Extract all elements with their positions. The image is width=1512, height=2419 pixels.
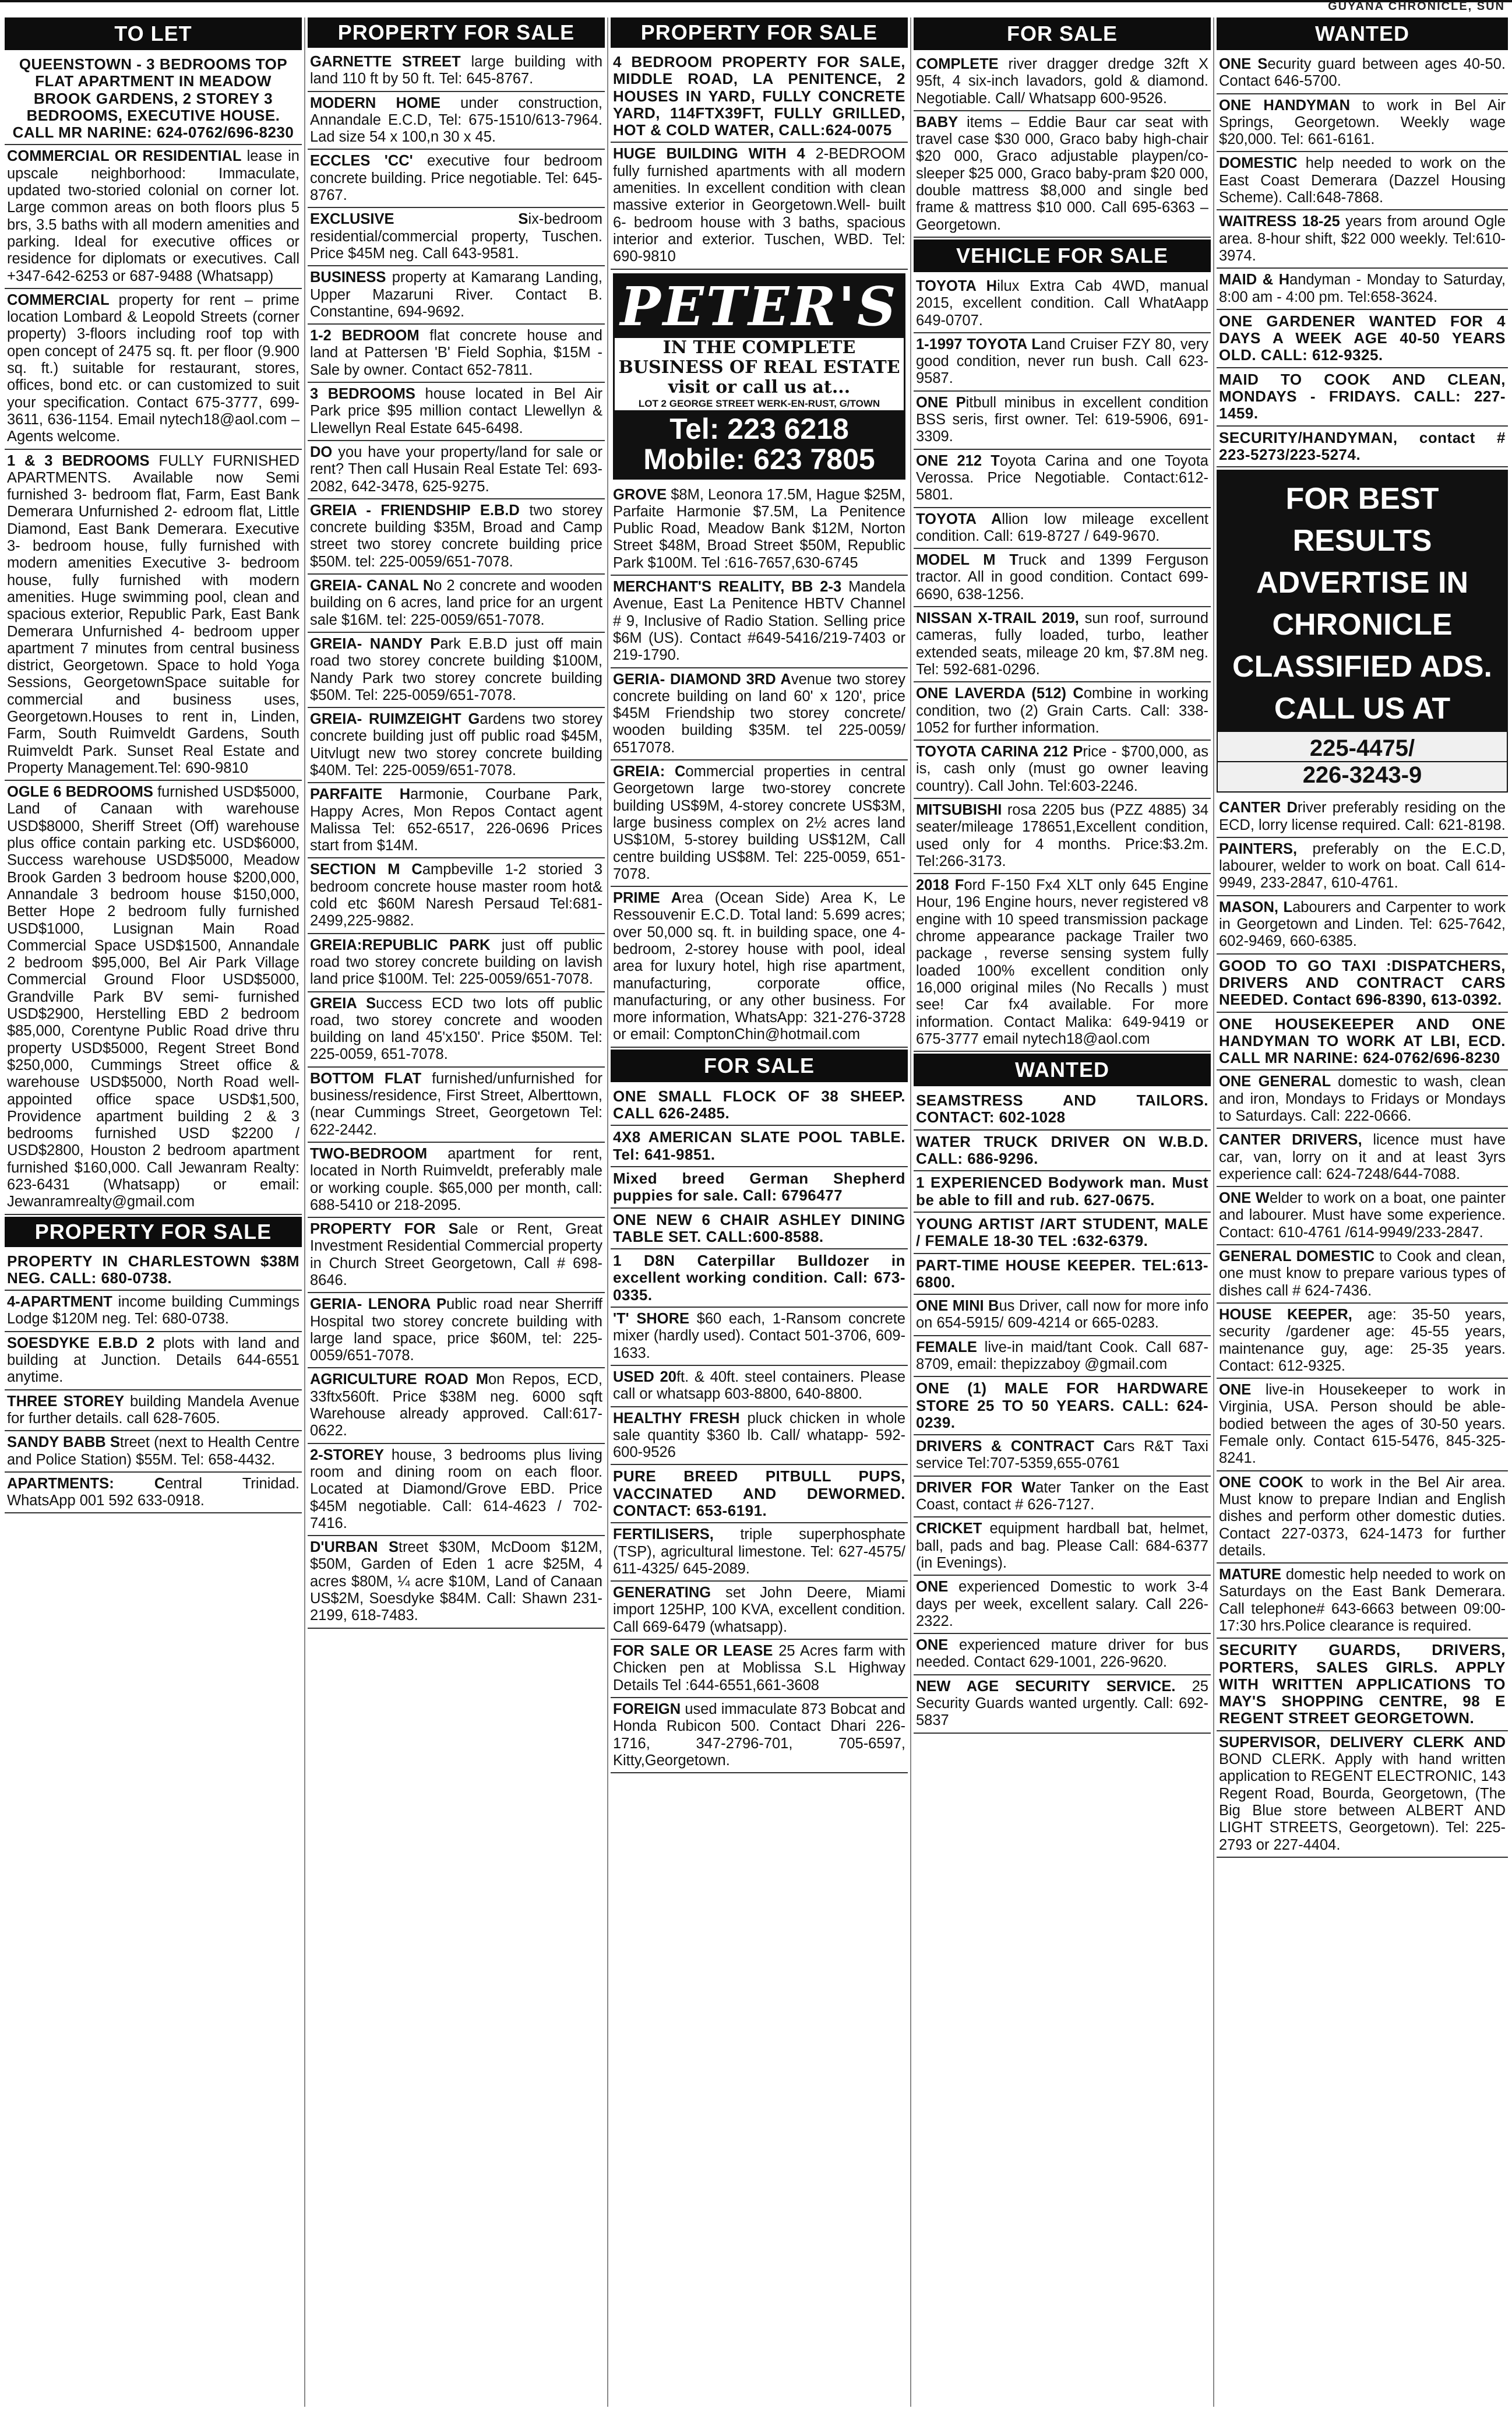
classified-ad: MAID & Handyman - Monday to Saturday, 8:00 am - 4:00 pm. Tel:658-3624. xyxy=(1217,270,1508,310)
classified-ad: FOR SALE OR LEASE 25 Acres farm with Chicken pen at Moblissa S.L Highway Details Tel :644-6551,661-3608 xyxy=(611,1642,908,1698)
promo-phone: 225-4475/ xyxy=(1218,735,1507,762)
classified-ad: PROPERTY FOR Sale or Rent, Great Investment Residential Commercial property in Church Street Georgetown, Call # 698-8646. xyxy=(308,1220,605,1293)
section-header-vehicle-for-sale: VEHICLE FOR SALE xyxy=(914,240,1211,272)
promo-phone: 226-3243-9 xyxy=(1302,762,1422,788)
classified-ad: SANDY BABB Street (next to Health Centre and Police Station) $55M. Tel: 658-4432. xyxy=(5,1433,302,1473)
classified-ad: DRIVERS & CONTRACT Cars R&T Taxi service Tel:707-5359,655-0761 xyxy=(914,1437,1211,1477)
classified-ad: WAITRESS 18-25 years from around Ogle area. 8-hour shift, $22 000 weekly. Tel:610-3974. xyxy=(1217,212,1508,269)
classified-ad: ONE GARDENER WANTED FOR 4 DAYS A WEEK AGE 40-50 YEARS OLD. CALL: 612-9325. xyxy=(1217,312,1508,368)
publication-name: GUYANA CHRONICLE, SUN xyxy=(1328,0,1505,13)
section-header-property-for-sale: PROPERTY FOR SALE xyxy=(308,17,605,48)
classified-ad: YOUNG ARTIST /ART STUDENT, MALE / FEMALE 18-30 TEL :632-6379. xyxy=(914,1214,1211,1254)
classified-ad: MATURE domestic help needed to work on Saturdays on the East Bank Demerara. Call telephone# 643-6663 between 09:00- 17:30 hrs.Police clearance is required. xyxy=(1217,1565,1508,1639)
column-property-and-for-sale xyxy=(611,17,908,2410)
classified-ad: SECURITY/HANDYMAN, contact # 223-5273/223-5274. xyxy=(1217,428,1508,468)
classified-ad: THREE STOREY building Mandela Avenue for further details. call 628-7605. xyxy=(5,1392,302,1432)
classified-ad: HOUSE KEEPER, age: 35-50 years, security /gardener age: 45-55 years, maintenance guy, age: 25-35 years. Contact: 612-9325. xyxy=(1217,1305,1508,1379)
classified-ad: APARTMENTS: Central Trinidad. WhatsApp 001 592 633-0918. xyxy=(5,1474,302,1514)
column-to-let xyxy=(5,17,302,2410)
classified-ad: 2-STOREY house, 3 bedrooms plus living room and dining room on each floor. Located at Diamond/Grove EBD. Price $45M negotiable. Call: 614-4623 / 702-7416. xyxy=(308,1446,605,1536)
classified-ad: GERIA- DIAMOND 3RD Avenue two storey concrete building on land 60' x 120', price $45M Friendship two storey concrete/ wooden building $35M. tel 225-0059/ 6517078. xyxy=(611,670,908,760)
classified-ad: ONE HANDYMAN to work in Bel Air Springs, Georgetown. Weekly wage $20,000. Tel: 661-6161. xyxy=(1217,96,1508,153)
classified-ad: PRIME Area (Ocean Side) Area K, Le Ressouvenir E.C.D. Total land: 5.699 acres; over 50,000 sq. ft. in building space, one 4-bedroom, 2-storey house with pool, ideal area for luxury hotel, high rise apartment, manufacturing, corporate office, manufacturing, or any other business. For more information, WhatsApp: 321-276-3728 or email: ComptonChin@hotmail.com xyxy=(611,889,908,1048)
classified-ad: NEW AGE SECURITY SERVICE. 25 Security Guards wanted urgently. Call: 692-5837 xyxy=(914,1677,1211,1734)
classified-ad: 1 EXPERIENCED Bodywork man. Must be able to fill and rub. 627-0675. xyxy=(914,1173,1211,1213)
classified-ad: TOYOTA CARINA 212 Price - $700,000, as is, cash only (must go owner leaving country). Call John. Tel:603-2246. xyxy=(914,742,1211,799)
column-divider xyxy=(304,17,305,2407)
section-header-for-sale: FOR SALE xyxy=(914,17,1211,50)
peters-logo: PETER'S xyxy=(615,275,904,338)
classified-ad: OGLE 6 BEDROOMS furnished USD$5000, Land of Canaan with warehouse USD$8000, Sheriff Street (Off) warehouse plus office contain parking etc. USD$6000, Success warehouse USD$5000, Meadow Brook Garden 3 bedroom house $200,000, Annandale 3 bedroom house $150,000, Better Hope 2 bedroom fully furnished USD$1000, Lusignan Main Road Commercial Space USD$1500, Annandale 2 bedroom $95,000, Bel Air Park Village Commercial Ground Floor USD$5000, Grandville Park BV semi- furnished USD$2900, Herstelling EBD 2 bedroom $85,000, Corentyne Public Road drive thru property USD$5000, Regent Street Bond $250,000, Cummings Street office & warehouse USD$5000, North Road well-appointed office space USD$1,500, Providence apartment building 2 & 3 bedrooms furnished USD $2200 / USD$2800, Houston 2 bedroom apartment furnished $160,000. Call Jewanram Realty: 623-6431 (Whatsapp) or email: Jewanramrealty@gmail.com xyxy=(5,783,302,1214)
classified-ad: GREIA - FRIENDSHIP E.B.D two storey concrete building $35M, Broad and Camp street two storey concrete building price $50M. tel: 225-0059/651-7078. xyxy=(308,501,605,575)
classified-ad: CANTER DRIVERS, licence must have car, van, lorry on it and at least 3yrs experience call: 624-7248/644-7088. xyxy=(1217,1131,1508,1187)
classified-ad: 4-APARTMENT income building Cummings Lodge $120M neg. Tel: 680-0738. xyxy=(5,1293,302,1332)
column-divider xyxy=(910,17,911,2407)
peters-address: LOT 2 GEORGE STREET WERK-EN-RUST, G/TOWN xyxy=(638,397,880,409)
column-for-sale-vehicles-wanted xyxy=(914,17,1211,2410)
peters-tagline: visit or call us at... xyxy=(668,376,851,397)
section-header-wanted: WANTED xyxy=(1217,17,1508,50)
classified-ad: TWO-BEDROOM apartment for rent, located in North Ruimveldt, preferably male or working couple. $65,000 per month, call: 688-5410 or 218-2095. xyxy=(308,1145,605,1218)
classified-ad: Mixed breed German Shepherd puppies for sale. Call: 6796477 xyxy=(611,1169,908,1209)
classified-ad: 1 D8N Caterpillar Bulldozer in excellent working condition. Call: 673-0335. xyxy=(611,1251,908,1308)
classified-ad: SUPERVISOR, DELIVERY CLERK AND BOND CLERK. Apply with hand written application to REGENT ELECTRONIC, 143 Regent Road, Bourda, Georgetown, (The Big Blue store between ALBERT AND LIGHT STREETS, Georgetown). Tel: 225-2793 or 227-4404. xyxy=(1217,1733,1508,1858)
classified-ad: PAINTERS, preferably on the E.C.D, labourer, welder to work on boat. Call 614-9949, 233-2847, 610-4761. xyxy=(1217,840,1508,896)
classified-ad: SECURITY GUARDS, DRIVERS, PORTERS, SALES GIRLS. APPLY WITH WRITTEN APPLICATIONS TO MAY'S SHOPPING CENTRE, 98 E REGENT STREET GEORGETOWN. xyxy=(1217,1640,1508,1731)
classified-ad: 4 BEDROOM PROPERTY FOR SALE, MIDDLE ROAD, LA PENITENCE, 2 HOUSES IN YARD, FULLY CONCRETE YARD, 114FTX39FT, FULLY GRILLED, HOT & COLD WATER, CALL:624-0075 xyxy=(611,52,908,143)
classified-ad: BABY items – Eddie Baur car seat with travel case $30 000, Graco baby high-chair $20 000, Graco adjustable playpen/co-sleeper $25 000, Graco baby-pram $20 000, double mattress $8,000 and single bed frame & mattress $10 000. Call 695-6363 – Georgetown. xyxy=(914,113,1211,238)
column-divider xyxy=(607,17,608,2407)
classified-ad: MITSUBISHI rosa 2205 bus (PZZ 4885) 34 seater/mileage 178651,Excellent condition, used only for 4 months. Price:$3.2m. Tel:266-3173. xyxy=(914,801,1211,874)
peters-tagline: IN THE COMPLETE xyxy=(662,337,856,358)
section-header-property-for-sale: PROPERTY FOR SALE xyxy=(5,1217,302,1247)
classified-ad: BOTTOM FLAT furnished/unfurnished for business/residence, First Street, Alberttown, (near Cummings Street, Georgetown Tel: 622-2442. xyxy=(308,1069,605,1143)
classified-ad: MASON, Labourers and Carpenter to work in Georgetown and Linden. Tel: 625-7642, 602-9469, 660-6385. xyxy=(1217,898,1508,955)
peters-mobile: Mobile: 623 7805 xyxy=(643,442,875,476)
section-header-for-sale: FOR SALE xyxy=(611,1050,908,1082)
classified-ad: SECTION M Campbeville 1-2 storied 3 bedroom concrete house master room hot& cold etc $60M Naresh Persaud Tel:681-2499,225-9882. xyxy=(308,860,605,934)
classified-ad: GREIA- NANDY Park E.B.D just off main road two storey concrete building $100M, Nandy Park two storey concrete building $50M. Tel: 225-0059/651-7078. xyxy=(308,635,605,708)
classified-ad: ONE (1) MALE FOR HARDWARE STORE 25 TO 50 YEARS. CALL: 624-0239. xyxy=(914,1379,1211,1435)
classified-ad: ONE experienced mature driver for bus needed. Contact 629-1001, 226-9620. xyxy=(914,1636,1211,1675)
classified-ad: ONE GENERAL domestic to wash, clean and iron, Mondays to Fridays or Mondays to Saturdays. Call: 222-0666. xyxy=(1217,1072,1508,1129)
classified-ad: ONE HOUSEKEEPER AND ONE HANDYMAN TO WORK AT LBI, ECD. CALL MR NARINE: 624-0762/696-8230 xyxy=(1217,1015,1508,1071)
classified-ad: ECCLES 'CC' executive four bedroom concrete building. Price negotiable. Tel: 645-8767. xyxy=(308,152,605,208)
classified-ad: DOMESTIC help needed to work on the East Coast Demerara (Dazzel Housing Scheme). Call:648-7868. xyxy=(1217,154,1508,210)
classified-ad: COMMERCIAL property for rent – prime location Lombard & Leopold Streets (corner property) 3-floors including roof top with open concept of 2475 sq. ft. per floor (9.900 sq. ft.) suitable for restaurant, stores, offices, bond etc. or can customized to suit your specification. Contact 675-3777, 699-3611, 636-1154. Email nytech18@aol.com – Agents welcome. xyxy=(5,291,302,450)
classified-ad: USED 20ft. & 40ft. steel containers. Please call or whatsapp 603-8800, 640-8800. xyxy=(611,1368,908,1407)
classified-ad: GREIA Success ECD two lots off public road, two storey concrete and wooden building on land 45'x150'. Price $50M. Tel: 225-0059, 651-7078. xyxy=(308,994,605,1068)
classified-ad: PROPERTY IN CHARLESTOWN $38M NEG. CALL: 680-0738. xyxy=(5,1252,302,1291)
column-wanted xyxy=(1217,17,1508,2410)
classified-ad: ONE live-in Housekeeper to work in Virginia, USA. Person should be able-bodied between the ages of 30-50 years. Female only. Contact 615-5476, 845-325-8241. xyxy=(1217,1381,1508,1471)
classified-ad: COMMERCIAL OR RESIDENTIAL lease in upscale neighborhood: Immaculate, updated two-storied colonial on corner lot. Large common areas on both floors plus 5 brs, 3.5 baths with all modern amenities and parking. Ideal for executive offices or residence for diplomats or executives. Call +347-642-6253 or 687-9488 (Whatsapp) xyxy=(5,147,302,288)
classified-ad: ONE 212 Toyota Carina and one Toyota Verossa. Price Negotiable. Contact:612-5801. xyxy=(914,452,1211,508)
classified-ad: 1-2 BEDROOM flat concrete house and land at Pattersen 'B' Field Sophia, $15M - Sale by owner. Contact 652-7811. xyxy=(308,326,605,383)
classified-ad: GENERAL DOMESTIC to Cook and clean, one must know to prepare various types of dishes call # 624-7436. xyxy=(1217,1247,1508,1304)
classified-ad: FEMALE live-in maid/tant Cook. Call 687-8709, email: thepizzaboy @gmail.com xyxy=(914,1338,1211,1378)
classified-ad: WATER TRUCK DRIVER ON W.B.D. CALL: 686-9296. xyxy=(914,1132,1211,1172)
section-header-to-let: TO LET xyxy=(5,17,302,50)
classified-ad: ONE COOK to work in the Bel Air area. Must know to prepare Indian and English dishes and perform other domestic duties. Contact 227-0373, 624-1473 for further details. xyxy=(1217,1473,1508,1564)
classified-ad: GERIA- LENORA Public road near Sherriff Hospital two storey concrete building with large land space, price $60M, tel: 225-0059/651-7078. xyxy=(308,1295,605,1368)
classified-ad: DO you have your property/land for sale or rent? Then call Husain Real Estate Tel: 693-2082, 642-3478, 625-9275. xyxy=(308,443,605,499)
classified-ad: MODEL M Truck and 1399 Ferguson tractor. All in good condition. Contact 699-6690, 638-1256. xyxy=(914,551,1211,607)
classified-ad: CANTER Driver preferably residing on the ECD, lorry license required. Call: 621-8198. xyxy=(1217,798,1508,838)
classified-ad: PURE BREED PITBULL PUPS, VACCINATED AND DEWORMED. CONTACT: 653-6191. xyxy=(611,1467,908,1523)
classified-ad: 1-1997 TOYOTA Land Cruiser FZY 80, very good condition, never run bush. Call 623-9587. xyxy=(914,335,1211,392)
chronicle-classified-phones xyxy=(1217,732,1508,793)
classified-ad: FOREIGN used immaculate 873 Bobcat and Honda Rubicon 500. Contact Dhari 226-1716, 347-2796-701, 705-6597, Kitty,Georgetown. xyxy=(611,1700,908,1773)
classified-ad: PARFAITE Harmonie, Courbane Park, Happy Acres, Mon Repos Contact agent Malissa Tel: 652-6517, 226-0696 Prices start from $14M. xyxy=(308,785,605,858)
classified-ad: ONE NEW 6 CHAIR ASHLEY DINING TABLE SET. CALL:600-8588. xyxy=(611,1210,908,1250)
section-header-wanted: WANTED xyxy=(914,1054,1211,1086)
top-rule xyxy=(0,0,1512,13)
classified-ad: TOYOTA Hilux Extra Cab 4WD, manual 2015, excellent condition. Call WhatAapp 649-0707. xyxy=(914,277,1211,333)
classified-ad: AGRICULTURE ROAD Mon Repos, ECD, 33ftx560ft. Price $38M neg. 6000 sqft Warehouse already approved. Call:617-0622. xyxy=(308,1370,605,1443)
classified-ad: 3 BEDROOMS house located in Bel Air Park price $95 million contact Llewellyn & Llewellyn Real Estate 645-6498. xyxy=(308,385,605,441)
classified-ad: GREIA- CANAL No 2 concrete and wooden building on 6 acres, land price for an urgent sale $16M. tel: 225-0059/651-7078. xyxy=(308,576,605,633)
classified-ad: PART-TIME HOUSE KEEPER. TEL:613-6800. xyxy=(914,1256,1211,1295)
classified-ad: DRIVER FOR Water Tanker on the East Coast, contact # 626-7127. xyxy=(914,1478,1211,1518)
classified-ad: ONE Welder to work on a boat, one painter and labourer. Must have some experience. Contact: 610-4761 /614-9949/233-2847. xyxy=(1217,1189,1508,1245)
classified-ad: FERTILISERS, triple superphosphate (TSP), agricultural limestone. Tel: 627-4575/ 611-4325/ 645-2089. xyxy=(611,1525,908,1582)
classified-ad: GENERATING set John Deere, Miami import 125HP, 100 KVA, excellent condition. Call 669-6479 (whatsapp). xyxy=(611,1583,908,1640)
classified-ad: GOOD TO GO TAXI :DISPATCHERS, DRIVERS AND CONTRACT CARS NEEDED. Contact 696-8390, 613-0392. xyxy=(1217,956,1508,1013)
classified-ad: HUGE BUILDING WITH 4 2-BEDROOM fully furnished apartments with all modern amenities. In excellent condition with clean massive exterior in Georgetown.Well- built 6- bedroom house with 3 baths, spacious interior and exterior. Tuschen, WBD. Tel: 690-9810 xyxy=(611,145,908,269)
classified-ad: GARNETTE STREET large building with land 110 ft by 50 ft. Tel: 645-8767. xyxy=(308,52,605,92)
classified-ad: 'T' SHORE $60 each, 1-Ransom concrete mixer (hardly used). Contact 501-3706, 609-1633. xyxy=(611,1309,908,1366)
classified-ad: TOYOTA Allion low mileage excellent condition. Call: 619-8727 / 649-9670. xyxy=(914,510,1211,550)
classified-ad: QUEENSTOWN - 3 BEDROOMS TOP FLAT APARTMENT IN MEADOW BROOK GARDENS, 2 STOREY 3 BEDROOMS, EXECUTIVE HOUSE. CALL MR NARINE: 624-0762/696-8230 xyxy=(5,55,302,145)
classified-ad: SOESDYKE E.B.D 2 plots with land and building at Junction. Details 644-6551 anytime. xyxy=(5,1334,302,1390)
classified-ad: GROVE $8M, Leonora 17.5M, Hague $25M, Parfaite Harmonie $7.5M, La Penitence Public Road, Meadow Bank $12M, Norton Street $48M, Broad Street $50M, Republic Park $100M. Tel :616-7657,630-6745 xyxy=(611,485,908,576)
classified-ad: SEAMSTRESS AND TAILORS. CONTACT: 602-1028 xyxy=(914,1091,1211,1131)
classified-ad: ONE experienced Domestic to work 3-4 days per week, excellent salary. Call 226-2322. xyxy=(914,1578,1211,1634)
classified-ad: GREIA:REPUBLIC PARK just off public road two storey concrete building on lavish land price $100M. Tel: 225-0059/651-7078. xyxy=(308,936,605,992)
classified-ad: ONE SMALL FLOCK OF 38 SHEEP. CALL 626-2485. xyxy=(611,1087,908,1126)
classified-ad: HEALTHY FRESH pluck chicken in whole sale quantity $360 lb. Call/ whatapp- 592-600-9526 xyxy=(611,1409,908,1466)
classified-ad: GREIA: Commercial properties in central Georgetown large two-storey concrete building US$9M, 4-storey concrete US$3M, large business complex on 2½ acres land US$10M, 5-storey building US$12M, Call centre building US$8M. Tel: 225-0059, 651-7078. xyxy=(611,762,908,887)
classified-ad: MERCHANT'S REALITY, BB 2-3 Mandela Avenue, East La Penitence HBTV Channel # 9, Inclusive of Radio Station. Selling price $6M (US). Contact #649-5416/219-7403 or 219-1790. xyxy=(611,578,908,668)
classified-ad: 1 & 3 BEDROOMS FULLY FURNISHED APARTMENTS. Available now Semi furnished 3- bedroom flat, Farm, East Bank Demerara Unfurnished 2- edroom flat, Little Diamond, East Bank Demerara. Executive 3- bedroom house, fully furnished with modern amenities Executive 3- bedroom house, fully furnished with modern amenities. Huge swimming pool, clean and spacious exterior, Republic Park, East Bank Demerara Unfurnished 4- bedroom upper apartment 7 minutes from central business district, Georgetown. Space to hold Yoga Sessions, GeorgetownSpace suitable for commercial and business uses, Georgetown.Houses to rent in, Linden, Farm, South Ruimveldt Gardens, South Ruimveldt Park. Sunset Real Estate and Property Management.Tel: 690-9810 xyxy=(5,452,302,781)
classified-ad: 2018 Ford F-150 Fx4 XLT only 645 Engine Hour, 196 Engine hours, never registered v8 engine with 10 speed transmission package chrome appearance package Trailer two package , reverse sensing system fully loaded 100% excellent condition only 16,000 original miles (No Recalls ) must see! Car fx4 available. For more information. Contact Malika: 649-9419 or 675-3777 email nytech18@aol.com xyxy=(914,876,1211,1052)
classified-ad: BUSINESS property at Kamarang Landing, Upper Mazaruni River. Contact B. Constantine, 694-9692. xyxy=(308,268,605,325)
peters-tel: Tel: 223 6218 xyxy=(669,412,849,445)
classified-ad: 4X8 AMERICAN SLATE POOL TABLE. Tel: 641-9851. xyxy=(611,1128,908,1167)
peters-real-estate-display-ad xyxy=(613,273,905,480)
classified-ad: NISSAN X-TRAIL 2019, sun roof, surround cameras, fully loaded, turbo, leather extended seats, mileage 20 km, $7.8M neg. Tel: 592-681-0296. xyxy=(914,609,1211,682)
classified-ad: ONE MINI Bus Driver, call now for more info on 654-5915/ 609-4214 or 665-0283. xyxy=(914,1297,1211,1336)
peters-phones xyxy=(615,410,904,478)
classified-ad: MODERN HOME under construction, Annandale E.C.D, Tel: 675-1510/613-7964. Lad size 54 x 100,n 30 x 45. xyxy=(308,94,605,150)
classified-ad: ONE LAVERDA (512) Combine in working condition, two (2) Grain Carts. Call: 338-1052 for further information. xyxy=(914,684,1211,741)
classified-ad: MAID TO COOK AND CLEAN, MONDAYS - FRIDAYS. CALL: 227-1459. xyxy=(1217,370,1508,427)
chronicle-classified-promo: FOR BEST RESULTS ADVERTISE IN CHRONICLE CLASSIFIED ADS. CALL US AT xyxy=(1217,470,1508,732)
classified-ad: CRICKET equipment hardball bat, helmet, ball, pads and bag. Please Call: 684-6377 (in Evenings). xyxy=(914,1519,1211,1576)
column-property-for-sale xyxy=(308,17,605,2410)
classified-ad: GREIA- RUIMZEIGHT Gardens two storey concrete building just off public road $45M, Uitvlugt new two storey concrete building $40M. Tel: 225-0059/651-7078. xyxy=(308,710,605,783)
classified-ad: EXCLUSIVE Six-bedroom residential/commercial property, Tuschen. Price $45M neg. Call 643-9581. xyxy=(308,210,605,266)
peters-tagline: BUSINESS OF REAL ESTATE xyxy=(618,357,900,378)
classified-ad: ONE Pitbull minibus in excellent condition BSS seris, first owner. Tel: 619-5906, 691-3309. xyxy=(914,393,1211,450)
classified-ad: COMPLETE river dragger dredge 32ft X 95ft, 4 six-inch lavadors, gold & diamond. Negotiable. Call/ Whatsapp 600-9526. xyxy=(914,55,1211,111)
classified-ad: D'URBAN Street $30M, McDoom $12M, $50M, Garden of Eden 1 acre $25M, 4 acres $80M, ¼ acre $10M, Land of Canaan US$2M, Soesdyke $84M. Call: Shawn 231-2199, 618-7483. xyxy=(308,1538,605,1628)
section-header-property-for-sale: PROPERTY FOR SALE xyxy=(611,17,908,48)
classified-ad: ONE Security guard between ages 40-50. Contact 646-5700. xyxy=(1217,55,1508,94)
column-divider xyxy=(1213,17,1214,2407)
